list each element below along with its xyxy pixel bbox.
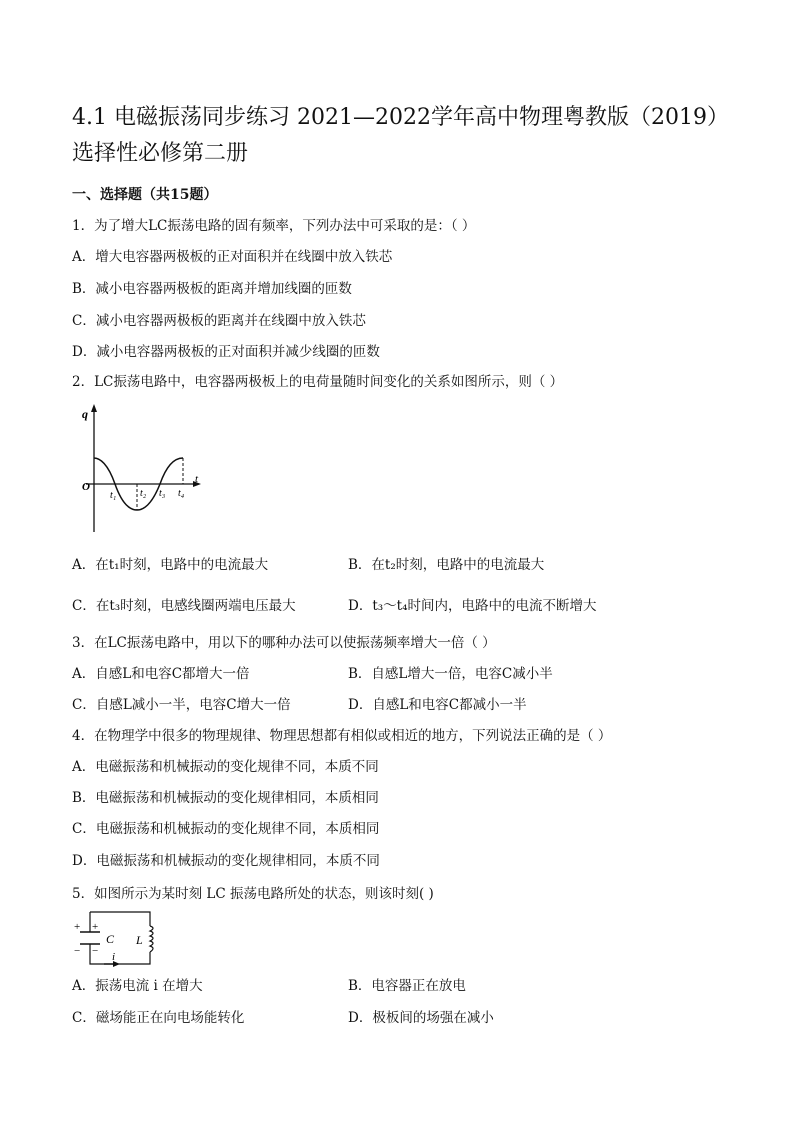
q1-option-b[interactable]: B．减小电容器两极板的距离并增加线圈的匝数: [72, 281, 352, 297]
q1-option-d[interactable]: D．减小电容器两极板的正对面积并减少线圈的匝数: [72, 344, 380, 360]
graph-tick-t4: t₄: [178, 488, 185, 499]
q1-option-a[interactable]: A．增大电容器两极板的正对面积并在线圈中放入铁芯: [72, 249, 393, 265]
q1-stem: 1．为了增大LC振荡电路的固有频率，下列办法中可采取的是：（ ）: [72, 218, 476, 234]
q4-option-c[interactable]: C．电磁振荡和机械振动的变化规律不同，本质相同: [72, 821, 380, 837]
page-title: 4.1 电磁振荡同步练习 2021—2022学年高中物理粤教版（2019）选择性必修第二册: [72, 105, 729, 166]
circuit-wire-top: [90, 912, 150, 926]
graph-origin-label: O: [82, 481, 90, 493]
q4-option-b[interactable]: B．电磁振荡和机械振动的变化规律相同，本质相同: [72, 790, 379, 806]
q5-option-b[interactable]: B．电容器正在放电: [348, 978, 466, 994]
q-t-graph: [78, 402, 208, 534]
plus-sign-2: +: [92, 921, 99, 933]
lc-circuit-diagram: [72, 908, 162, 968]
q3-option-a[interactable]: A．自感L和电容C都增大一倍: [72, 666, 250, 682]
section-heading: 一、选择题（共15题）: [72, 187, 218, 203]
minus-sign-1: −: [74, 945, 81, 957]
q4-stem: 4．在物理学中很多的物理规律、物理思想都有相似或相近的地方，下列说法正确的是（ ）: [72, 728, 612, 744]
q3-option-d[interactable]: D．自感L和电容C都减小一半: [348, 697, 527, 713]
q5-option-a[interactable]: A．振荡电流 i 在增大: [72, 978, 203, 994]
q3-stem: 3．在LC振荡电路中，用以下的哪种办法可以使振荡频率增大一倍（ ）: [72, 635, 496, 651]
graph-x-label: t: [195, 473, 199, 485]
plus-sign-1: +: [74, 921, 81, 933]
q2-option-a[interactable]: A．在t₁时刻，电路中的电流最大: [72, 557, 269, 573]
q1-option-c[interactable]: C．减小电容器两极板的距离并在线圈中放入铁芯: [72, 313, 366, 329]
q5-option-d[interactable]: D．极板间的场强在减小: [348, 1010, 494, 1026]
q2-option-c[interactable]: C．在t₃时刻，电感线圈两端电压最大: [72, 598, 296, 614]
q4-option-d[interactable]: D．电磁振荡和机械振动的变化规律相同，本质不同: [72, 853, 380, 869]
graph-tick-t2: t₂: [140, 488, 147, 499]
q5-stem: 5．如图所示为某时刻 LC 振荡电路所处的状态，则该时刻( ): [72, 886, 434, 902]
q2-option-b[interactable]: B．在t₂时刻，电路中的电流最大: [348, 557, 545, 573]
q4-option-a[interactable]: A．电磁振荡和机械振动的变化规律不同，本质不同: [72, 759, 379, 775]
inductor-coil: [150, 926, 153, 952]
current-label: i: [112, 951, 116, 963]
circuit-wire-bottom: [90, 944, 150, 964]
q5-option-c[interactable]: C．磁场能正在向电场能转化: [72, 1010, 245, 1026]
graph-y-label: q: [82, 407, 88, 421]
q2-stem: 2．LC振荡电路中，电容器两极板上的电荷量随时间变化的关系如图所示，则（ ）: [72, 374, 564, 390]
q3-option-c[interactable]: C．自感L减小一半，电容C增大一倍: [72, 697, 291, 713]
graph-tick-t1: t₁: [110, 490, 117, 501]
capacitor-label: C: [106, 932, 115, 946]
graph-y-arrow: [91, 404, 97, 412]
graph-tick-t3: t₃: [159, 488, 166, 499]
minus-sign-2: −: [92, 945, 99, 957]
q3-option-b[interactable]: B．自感L增大一倍，电容C减小半: [348, 666, 553, 682]
inductor-label: L: [136, 933, 143, 947]
q2-option-d[interactable]: D．t₃～t₄时间内，电路中的电流不断增大: [348, 598, 597, 614]
